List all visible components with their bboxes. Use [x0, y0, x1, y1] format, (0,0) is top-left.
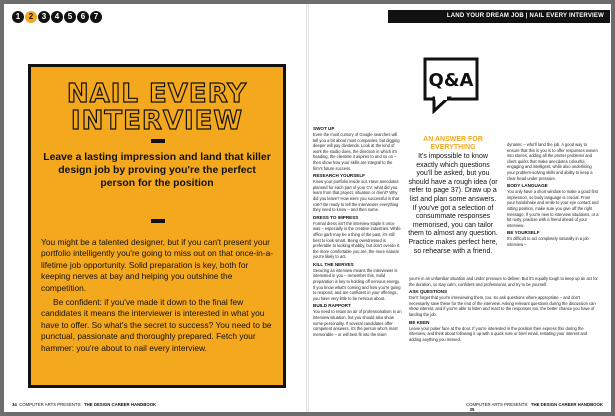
magazine-spread — [4, 4, 611, 412]
col1-text-2: Know your portfolio inside out. Have anecdotes planned for each part of your CV: what did you learn from that project, situation or client? Why did you leave? How were you successful in that role? Be ready to tell the interviewer everything they need to know – and then some. — [313, 179, 400, 213]
section-nav — [12, 11, 102, 23]
footer-right — [466, 402, 611, 412]
standfirst-divider — [151, 219, 165, 223]
title-line-2: INTERVIEW — [70, 106, 244, 136]
col2a-text-3: It's difficult to act completely naturally in a job interview – — [507, 236, 589, 247]
col2b-text-1: you're in an unfamiliar situation and under pressure to deliver. But it's equally tough to keep up an act for the duration, so stay calm, confident and professional, and try to be yourself. — [409, 276, 598, 287]
section-header: LAND YOUR DREAM JOB | NAIL EVERY INTERVIEW — [388, 10, 610, 23]
col1-text-3: Formal dress isn't the interview staple it once was – especially in the creative industries. While office garb may be a thing of the past, it's still best to look smart. Being overdressed is preferable to looking shabby, but don't overdo it: the more comfortable you are, the more natural you're likely to act. — [313, 220, 401, 260]
pull-quote-body: It's impossible to know exactly which questions you'll be asked, but you should have a rough idea (or refer to page 37). Draw up a list and plan some answers. If you've got a selection of consummate responses memorised, you can tailor them to almost any question. Practice makes perfect here, so rehearse with a friend. — [408, 153, 498, 255]
footer-left — [12, 402, 156, 407]
col1-heading-3: DRESS TO IMPRESS — [313, 214, 359, 220]
col1-text-5: You need to retain an air of professionalism in an interview situation, but you should also show some personality. If several candidates offer competent answers, it's the person who's most memorable – or will best fit into the team — [313, 309, 402, 337]
col2b-heading-3: BE KEEN — [409, 319, 430, 325]
footer-right-page: 35 — [469, 407, 475, 412]
footer-right-brand: COMPUTER ARTS PRESENTS: — [466, 402, 529, 407]
col1-heading-2: RESEARCH YOURSELF — [313, 173, 365, 179]
feature-title — [31, 81, 283, 135]
body-paragraph-1: You might be a talented designer, but if you can't present your portfolio intelligently you're going to miss out on that once-in-a-lifetime job opportunity. Solid preparation is key, both for keeping nerves at bay and helping you outshine the competition. — [41, 237, 274, 293]
nav-circle-6: 6 — [77, 11, 89, 23]
col2a-heading-2: BODY LANGUAGE — [507, 183, 548, 189]
nav-circle-4: 4 — [51, 11, 63, 23]
title-line-1: NAIL EVERY — [66, 79, 248, 109]
footer-left-brand: COMPUTER ARTS PRESENTS: — [19, 402, 82, 407]
footer-right-title: THE DESIGN CAREER HANDBOOK — [530, 402, 603, 407]
nav-circle-1: 1 — [12, 11, 24, 23]
col1-heading-5: BUILD RAPPORT — [313, 303, 351, 309]
feature-body — [41, 237, 277, 357]
footer-left-title: THE DESIGN CAREER HANDBOOK — [84, 402, 157, 407]
feature-panel — [28, 64, 286, 388]
col1-text-1: Even the most cursory of Google searches will tell you a bit about most companies, but digging deeper will pay dividends. Look at the kind of work the studio does, the direction in which it's heading, the clientele it aspires to and so on – then show how your skills are integral to the firm's future success. — [313, 132, 400, 171]
col2a-text-1: dynamic – who'll land the job. A good way to ensure that this is you is to offer responses woven into stories, adding all the printer problems and client quirks that make anecdotes colourful, engaging and intelligent, while also underlining your problem-solving skills and ability to keep a clear head under pressure. — [507, 142, 598, 181]
col2b-heading-2: ASK QUESTIONS — [409, 289, 448, 295]
pull-quote — [408, 136, 498, 256]
pull-quote-heading: AN ANSWER FOR EVERYTHING — [423, 136, 483, 151]
footer-left-page: 34 — [12, 402, 17, 407]
col2a-heading-3: BE YOURSELF — [507, 230, 540, 236]
qa-speech-bubble-graphic — [422, 56, 480, 114]
col2a-text-2: You only have a short window to make a good first impression, so body language is crucial. From your handshake and smile to your eye contact and sitting position, make sure you give off the right message. If you're new to interview situations, or a bit rusty, practise with a friend ahead of your interview. — [507, 189, 599, 228]
col1-text-4: Securing an interview means the interviewer is interested in you – remember this. Solid preparation is key to holding off nervous energy. If you know what's coming and how you're going to respond, and are confident in your offerings, you have very little to be nervous about. — [313, 267, 401, 301]
nav-circle-3: 3 — [38, 11, 50, 23]
col1-heading-1: SWOT UP — [313, 126, 335, 131]
body-paragraph-2: Be confident: if you've made it down to the final few candidates it means the interviewer is interested in what you have to offer. So what's the secret to success? You need to be punctual, passionate and thoroughly prepared. Fetch your hammer: you're about to nail every interview. — [41, 297, 272, 353]
title-divider — [151, 139, 165, 143]
column-2-lower — [409, 276, 599, 344]
nav-circle-2: 2 — [25, 11, 37, 23]
nav-circle-5: 5 — [64, 11, 76, 23]
qa-graphic-text: Q&A — [428, 70, 474, 91]
nav-circle-7: 7 — [90, 11, 102, 23]
page-gutter — [306, 4, 309, 412]
col1-heading-4: KILL THE NERVES — [313, 261, 354, 267]
column-1 — [313, 126, 402, 339]
column-2-upper — [507, 142, 599, 250]
standfirst: Leave a lasting impression and land that killer design job by proving you're the perfect person for the position — [43, 152, 271, 189]
col2b-text-3: Leave your poker face at the door. If you're interested in the position then express this during the interview, and think about following it up with a quick note or brief email, restating your interest and adding anything you missed. — [409, 325, 588, 342]
col2b-text-2: Don't forget that you're interviewing them, too. So ask questions where appropriate – and don't necessarily save these for the end of the interview. Asking relevant questions during the discussion can show interest, and if you're able to listen and react to the responses too, the better chance you have of landing the job. — [409, 295, 596, 317]
